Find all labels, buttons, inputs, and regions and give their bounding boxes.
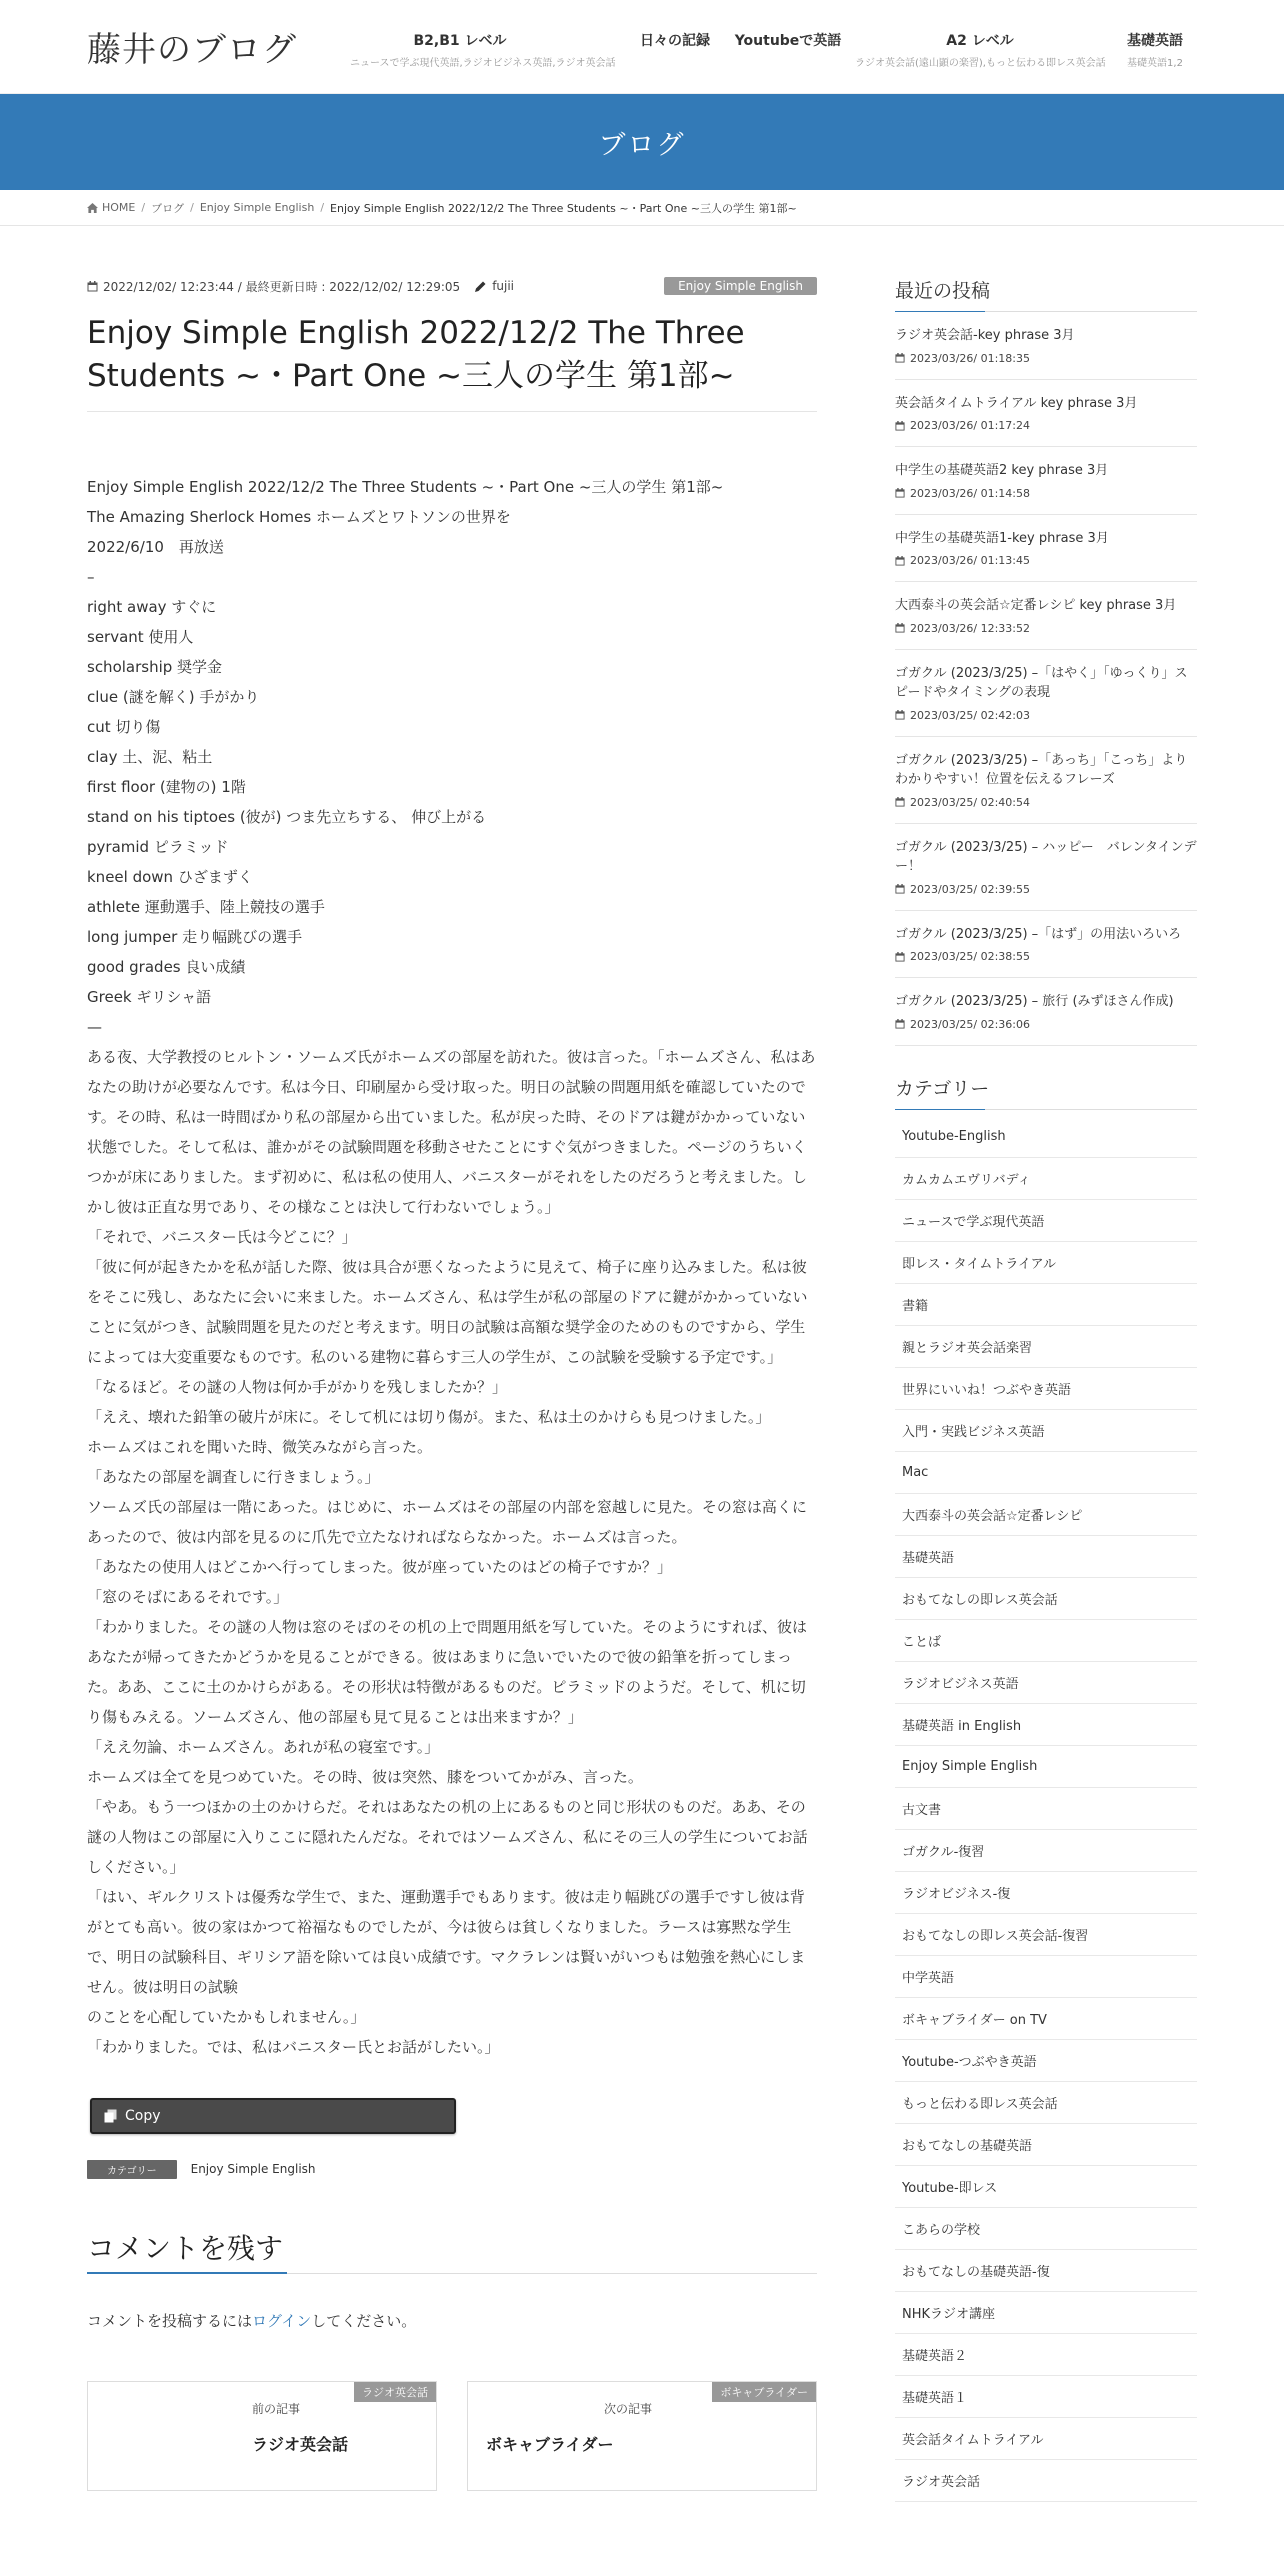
breadcrumb-separator: / <box>141 201 146 214</box>
post-body-paragraph: clay 土、泥、粘土 <box>87 747 213 766</box>
recent-post-date <box>895 352 1197 365</box>
recent-post-item[interactable] <box>895 447 1197 515</box>
recent-post-title[interactable]: ゴガクル (2023/3/25) – ハッピー バレンタインデー！ <box>895 839 1197 874</box>
sidebar-category-item[interactable]: おもてなしの基礎英語-復 <box>895 2250 1197 2292</box>
entry-meta <box>87 276 817 296</box>
recent-post-title[interactable]: ゴガクル (2023/3/25) – 旅行 (みずほさん作成) <box>895 994 1174 1009</box>
calendar-icon <box>895 710 905 720</box>
nav-label: 基礎英語 <box>1127 33 1183 49</box>
post-body-paragraph: ホームズは全てを見つめていた。その時、彼は突然、膝をついてかがみ、言った。 <box>87 1767 643 1786</box>
sidebar-category-item[interactable]: ラジオビジネス英語 <box>895 1662 1197 1704</box>
recent-post-title[interactable]: ゴガクル (2023/3/25) –「はやく」「ゆっくり」スピードやタイミングの表現 <box>895 665 1188 700</box>
sidebar-category-item[interactable]: 古文書 <box>895 1788 1197 1830</box>
breadcrumb-blog[interactable]: ブログ <box>151 201 185 215</box>
nav-sublabel: 基礎英語1,2 <box>1127 58 1183 69</box>
sidebar-category-item[interactable]: Youtube-English <box>895 1116 1197 1158</box>
calendar-icon <box>895 952 905 962</box>
post-body-paragraph: 「わかりました。その謎の人物は窓のそばのその机の上で問題用紙を写していた。そのようにすれば、彼はあなたが帰ってきたかどうかを見ることができる。彼はあまりに急いでいたので彼の鉛筆を折ってしまった。ああ、ここに土のかけらがある。その形状は特徴があるものだ。ピラミッドのようだ。そして、机に切り傷もみえる。ソームズさん、他の部屋も見て見ることは出来ますか？」 <box>87 1617 808 1726</box>
post-body-paragraph: – <box>87 567 95 586</box>
recent-posts-title: 最近の投稿 <box>895 276 1197 312</box>
copy-icon <box>104 2109 117 2123</box>
post-navigation <box>87 2381 817 2491</box>
sidebar-category-item[interactable]: もっと伝わる即レス英会話 <box>895 2082 1197 2124</box>
post-body-paragraph: Greek ギリシャ語 <box>87 987 212 1006</box>
calendar-icon <box>895 421 905 431</box>
sidebar-category-item[interactable]: 大西泰斗の英会話☆定番レシピ <box>895 1494 1197 1536</box>
recent-post-title[interactable]: 中学生の基礎英語1-key phrase 3月 <box>895 530 1109 546</box>
post-body-paragraph: clue (謎を解く) 手がかり <box>87 687 260 706</box>
main-content <box>87 276 817 2491</box>
post-body-paragraph: kneel down ひざまずく <box>87 867 253 886</box>
home-icon <box>87 203 98 213</box>
recent-post-title[interactable]: 英会話タイムトライアル key phrase 3月 <box>895 395 1138 411</box>
calendar-icon <box>87 281 98 292</box>
post-body <box>87 472 817 2062</box>
recent-post-date-text: 2023/03/26/ 12:33:52 <box>910 621 1031 635</box>
recent-post-title[interactable]: 大西泰斗の英会話☆定番レシピ key phrase 3月 <box>895 598 1177 613</box>
page-banner-title: ブログ <box>598 129 686 161</box>
sidebar-category-item[interactable]: ことば <box>895 1620 1197 1662</box>
next-post-card[interactable] <box>467 2381 817 2491</box>
comment-note-text: してください。 <box>311 2311 417 2330</box>
recent-post-item[interactable] <box>895 978 1197 1046</box>
breadcrumb-separator: / <box>190 201 194 214</box>
post-body-paragraph: 「彼に何が起きたかを私が話した際、彼は具合が悪くなったように見えて、椅子に座り込みました。私は彼をそこに残し、あなたに会いに来ました。ホームズさん、私は学生が私の部屋のドアに鍵がかかっていないことに気がつき、試験問題を見たのだと考えます。明日の試験は高額な奨学金のためのものですから、学生によっては大変重要なものです。私のいる建物に暮らす三人の学生が、この試験を受験する予定です。」 <box>87 1257 808 1366</box>
recent-post-date-text: 2023/03/26/ 01:13:45 <box>910 554 1031 567</box>
prev-post-title: ラジオ英会話 <box>252 2434 349 2454</box>
sidebar-category-item[interactable]: 基礎英語１ <box>895 2376 1197 2418</box>
sidebar-category-item[interactable]: 基礎英語２ <box>895 2334 1197 2376</box>
nav-item-daily[interactable] <box>630 30 720 50</box>
post-body-paragraph: 「はい、ギルクリストは優秀な学生で、また、運動選手でもあります。彼は走り幅跳びの選手ですし彼は背がとても高い。彼の家はかつて裕福なものでしたが、今は彼らは貧しくなりました。ラースは寡黙な学生で、明日の試験科目、ギリシア語を除いては良い成績です。マクラレンは賢いがいつもは勉強を熱心にしません。彼は明日の試験 <box>87 1887 806 1996</box>
next-post-title: ボキャブライダー <box>486 2434 614 2454</box>
recent-post-title[interactable]: ゴガクル (2023/3/25) –「あっち」「こっち」よりわかりやすい！位置を伝えるフレーズ <box>895 752 1188 787</box>
sidebar-category-item[interactable]: 基礎英語 <box>895 1536 1197 1578</box>
sidebar-category-item[interactable]: ゴガクル-復習 <box>895 1830 1197 1872</box>
recent-post-date <box>895 487 1197 500</box>
sidebar-category-item[interactable]: 英会話タイムトライアル <box>895 2418 1197 2460</box>
recent-post-date <box>895 1018 1197 1031</box>
sidebar-category-item[interactable]: 即レス・タイムトライアル <box>895 1242 1197 1284</box>
post-body-paragraph: ホームズはこれを聞いた時、微笑みながら言った。 <box>87 1437 433 1456</box>
post-body-paragraph: first floor (建物の) 1階 <box>87 777 246 796</box>
post-body-paragraph: のことを心配していたかもしれません。」 <box>87 2007 366 2026</box>
recent-post-date <box>895 796 1197 809</box>
sidebar-category-item[interactable]: ボキャブライダー on TV <box>895 1998 1197 2040</box>
categories-list <box>895 1116 1197 2502</box>
recent-post-item[interactable] <box>895 312 1197 380</box>
nav-sublabel: ニュースで学ぶ現代英語,ラジオビジネス英語,ラジオ英会話 <box>350 58 616 69</box>
post-body-paragraph: 「わかりました。では、私はバニスター氏とお話がしたい。」 <box>87 2037 500 2056</box>
recent-post-item[interactable] <box>895 582 1197 650</box>
recent-post-date-text: 2023/03/25/ 02:38:55 <box>910 950 1031 963</box>
post-date: 2022/12/02/ 12:23:44 / 最終更新日時 : 2022/12/02/ 12:29:05 <box>103 279 461 294</box>
nav-item-a2[interactable] <box>855 30 1105 69</box>
post-body-paragraph: scholarship 奨学金 <box>87 657 223 676</box>
category-badge[interactable]: Enjoy Simple English <box>664 277 817 295</box>
sidebar-category-item[interactable]: おもてなしの即レス英会話-復習 <box>895 1914 1197 1956</box>
sidebar-category-item[interactable]: ラジオ英会話 <box>895 2460 1197 2502</box>
breadcrumb-category[interactable]: Enjoy Simple English <box>199 201 315 214</box>
recent-post-title[interactable]: ラジオ英会話-key phrase 3月 <box>895 328 1075 343</box>
recent-post-item[interactable] <box>895 737 1197 824</box>
category-link[interactable]: Enjoy Simple English <box>190 2162 316 2177</box>
post-body-paragraph: right away すぐに <box>87 597 217 616</box>
sidebar-category-item[interactable]: Youtube-即レス <box>895 2166 1197 2208</box>
breadcrumb-current: Enjoy Simple English 2022/12/2 The Three Students ~・Part One ~三人の学生 第1部~ <box>330 201 797 215</box>
comment-note-text: コメントを投稿するには <box>87 2311 253 2330</box>
post-body-paragraph: athlete 運動選手、陸上競技の選手 <box>87 897 325 916</box>
recent-post-date-text: 2023/03/25/ 02:39:55 <box>910 882 1031 896</box>
sidebar-category-item[interactable]: Mac <box>895 1452 1197 1494</box>
sidebar-category-item[interactable]: 書籍 <box>895 1284 1197 1326</box>
post-body-paragraph: pyramid ピラミッド <box>87 837 229 856</box>
recent-post-title[interactable]: 中学生の基礎英語2 key phrase 3月 <box>895 463 1109 478</box>
sidebar-category-item[interactable]: こあらの学校 <box>895 2208 1197 2250</box>
site-header <box>0 0 1284 94</box>
recent-post-date <box>895 883 1197 896</box>
recent-post-date-text: 2023/03/25/ 02:36:06 <box>910 1017 1031 1031</box>
prev-post-label: 前の記事 <box>252 2401 301 2416</box>
post-title: Enjoy Simple English 2022/12/2 The Three Students ~・Part One ~三人の学生 第1部~ <box>87 312 817 412</box>
nav-label: Youtubeで英語 <box>734 33 842 49</box>
nav-label: 日々の記録 <box>640 33 710 49</box>
comment-note <box>87 2310 817 2331</box>
post-category-line <box>87 2160 817 2179</box>
categories-title: カテゴリー <box>895 1074 1197 1110</box>
recent-post-date <box>895 950 1197 963</box>
recent-post-item[interactable] <box>895 515 1197 583</box>
sidebar-category-item[interactable]: 入門・実践ビジネス英語 <box>895 1410 1197 1452</box>
recent-post-date-text: 2023/03/25/ 02:40:54 <box>910 795 1031 809</box>
recent-posts-list <box>895 312 1197 1046</box>
post-body-paragraph: 「それで、バニスター氏は今どこに？」 <box>87 1227 357 1246</box>
post-body-paragraph: 「窓のそばにあるそれです。」 <box>87 1587 289 1606</box>
sidebar-category-item[interactable]: 親とラジオ英会話楽習 <box>895 1326 1197 1368</box>
post-body-paragraph: good grades 良い成績 <box>87 957 246 976</box>
recent-post-title[interactable]: ゴガクル (2023/3/25) –「はず」の用法いろいろ <box>895 926 1182 942</box>
recent-post-date <box>895 554 1197 567</box>
sidebar-category-item[interactable]: Youtube-つぶやき英語 <box>895 2040 1197 2082</box>
post-body-paragraph: The Amazing Sherlock Homes ホームズとワトソンの世界を <box>87 507 511 526</box>
breadcrumb <box>0 190 1284 226</box>
post-body-paragraph: 「あなたの使用人はどこかへ行ってしまった。彼が座っていたのはどの椅子ですか？」 <box>87 1557 673 1576</box>
author-name: fujii <box>492 279 515 293</box>
prev-post-card[interactable] <box>87 2381 437 2491</box>
breadcrumb-home[interactable]: HOME <box>102 201 136 214</box>
post-body-paragraph: 2022/6/10 再放送 <box>87 537 224 556</box>
post-body-paragraph: stand on his tiptoes (彼が) つま先立ちする、 伸び上がる <box>87 807 487 826</box>
site-title[interactable]: 藤井のブログ <box>87 30 297 70</box>
nav-sublabel: ラジオ英会話(遠山顕の楽習),もっと伝わる即レス英会話 <box>855 58 1106 69</box>
post-body-paragraph: Enjoy Simple English 2022/12/2 The Three Students ~・Part One ~三人の学生 第1部~ <box>87 477 724 496</box>
post-body-paragraph: — <box>87 1017 102 1036</box>
nav-item-youtube[interactable] <box>728 30 848 50</box>
recent-post-date-text: 2023/03/26/ 01:18:35 <box>910 351 1031 365</box>
sidebar-category-item[interactable]: カムカムエヴリバディ <box>895 1158 1197 1200</box>
sidebar-category-item[interactable]: ニュースで学ぶ現代英語 <box>895 1200 1197 1242</box>
login-link[interactable]: ログイン <box>252 2311 312 2330</box>
global-nav <box>0 30 1284 70</box>
recent-post-item[interactable] <box>895 380 1197 448</box>
calendar-icon <box>895 623 905 633</box>
next-post-tag: ボキャブライダー <box>712 2382 816 2402</box>
post-body-paragraph: 「なるほど。その謎の人物は何か手がかりを残しましたか？」 <box>87 1377 508 1396</box>
calendar-icon <box>895 556 905 566</box>
post-body-paragraph: servant 使用人 <box>87 627 194 646</box>
recent-post-date <box>895 622 1197 635</box>
sidebar-category-item[interactable]: ラジオビジネス-復 <box>895 1872 1197 1914</box>
prev-post-tag: ラジオ英会話 <box>354 2382 436 2402</box>
recent-post-date <box>895 419 1197 432</box>
sidebar-category-item[interactable]: NHKラジオ講座 <box>895 2292 1197 2334</box>
sidebar <box>895 276 1197 2502</box>
sidebar-category-item[interactable]: おもてなしの基礎英語 <box>895 2124 1197 2166</box>
recent-post-date-text: 2023/03/25/ 02:42:03 <box>910 708 1031 722</box>
post-body-paragraph: ソームズ氏の部屋は一階にあった。はじめに、ホームズはその部屋の内部を窓越しに見た。その窓は高くにあったので、彼は内部を見るのに爪先で立たなければならなかった。ホームズは言った。 <box>87 1497 807 1546</box>
post-author[interactable] <box>474 279 514 293</box>
recent-post-item[interactable] <box>895 824 1197 911</box>
recent-post-item[interactable] <box>895 650 1197 737</box>
sidebar-category-item[interactable]: Enjoy Simple English <box>895 1746 1197 1788</box>
sidebar-category-item[interactable]: 中学英語 <box>895 1956 1197 1998</box>
category-label: カテゴリー <box>87 2160 177 2179</box>
post-body-paragraph: 「やあ。もう一つほかの土のかけらだ。それはあなたの机の上にあるものと同じ形状のものだ。ああ、その謎の人物はこの部屋に入りここに隠れたんだな。それではソームズさん、私にその三人の学生についてお話しください。」 <box>87 1797 808 1876</box>
nav-label: A2 レベル <box>946 33 1014 49</box>
copy-label: Copy <box>125 2107 161 2124</box>
sidebar-category-item[interactable]: 世界にいいね！つぶやき英語 <box>895 1368 1197 1410</box>
post-body-paragraph: 「ええ勿論、ホームズさん。あれが私の寝室です。」 <box>87 1737 440 1756</box>
nav-item-kiso[interactable] <box>1115 30 1195 69</box>
post-body-paragraph: 「ええ、壊れた鉛筆の破片が床に。そして机には切り傷が。また、私は土のかけらも見つけました。」 <box>87 1407 771 1426</box>
calendar-icon <box>895 488 905 498</box>
post-body-paragraph: 「あなたの部屋を調査しに行きましょう。」 <box>87 1467 380 1486</box>
calendar-icon <box>895 884 905 894</box>
nav-label: B2,B1 レベル <box>413 33 507 49</box>
page-banner <box>0 94 1284 190</box>
copy-button[interactable] <box>90 2098 456 2134</box>
recent-post-date <box>895 709 1197 722</box>
breadcrumb-separator: / <box>320 201 325 214</box>
comment-heading: コメントを残す <box>87 2227 817 2274</box>
recent-post-item[interactable] <box>895 911 1197 979</box>
sidebar-category-item[interactable]: 基礎英語 in English <box>895 1704 1197 1746</box>
post-body-paragraph: ある夜、大学教授のヒルトン・ソームズ氏がホームズの部屋を訪れた。彼は言った。「ホームズさん、私はあなたの助けが必要なんです。私は今日、印刷屋から受け取った。明日の試験の問題用紙を確認していたのです。その時、私は一時間ばかり私の部屋から出ていました。私が戻った時、そのドアは鍵がかかっていない状態でした。そして私は、誰かがその試験問題を移動させたことにすぐ気がつきました。ページのうちいくつかが床にありました。まず初めに、私は私の使用人、バニスターがそれをしたのだろうと考えました。しかし彼は正直な男であり、その様なことは決して行わないでしょう。」 <box>87 1047 816 1216</box>
post-body-paragraph: cut 切り傷 <box>87 717 161 736</box>
pencil-icon <box>474 280 487 293</box>
calendar-icon <box>895 797 905 807</box>
calendar-icon <box>895 1019 905 1029</box>
recent-post-date-text: 2023/03/26/ 01:17:24 <box>910 419 1031 432</box>
calendar-icon <box>895 353 905 363</box>
sidebar-category-item[interactable]: おもてなしの即レス英会話 <box>895 1578 1197 1620</box>
post-body-paragraph: long jumper 走り幅跳びの選手 <box>87 927 303 946</box>
next-post-label: 次の記事 <box>604 2401 653 2416</box>
recent-post-date-text: 2023/03/26/ 01:14:58 <box>910 486 1031 500</box>
nav-item-b2b1[interactable] <box>350 30 616 69</box>
